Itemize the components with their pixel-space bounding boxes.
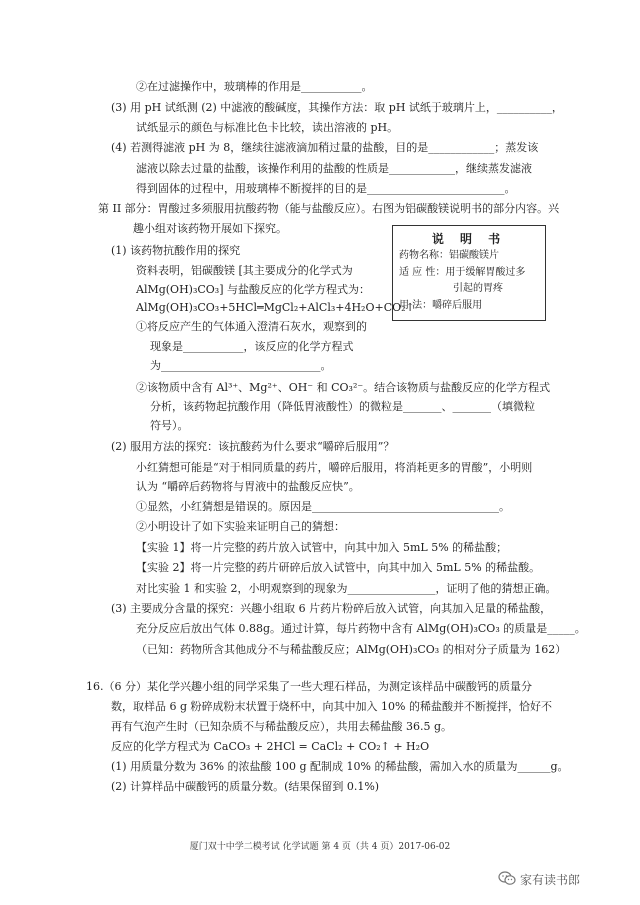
text-line-content: 小红猜想可能是“对于相同质量的药片，嚼碎后服用，将消耗更多的胃酸”，小明则 [136, 461, 533, 474]
text-line [136, 381, 550, 395]
text-line [111, 602, 551, 616]
text-line [136, 320, 367, 334]
text-line [136, 643, 566, 657]
equation [136, 301, 415, 315]
equation [111, 740, 429, 754]
text-line-content: (2) 服用方法的探究：该抗酸药为什么要求“嚼碎后服用”？ [111, 440, 395, 453]
text-line-content: 再有气泡产生时（已知杂质不与稀盐酸反应），共用去稀盐酸 36.5 g。 [111, 720, 453, 733]
instruction-row: 引起的胃疼 [453, 283, 503, 294]
text-line [111, 141, 538, 155]
instruction-row: 药物名称：铝碳酸镁片 [399, 250, 499, 261]
text-line [111, 244, 240, 258]
text-line [136, 264, 353, 278]
text-line [111, 780, 379, 794]
text-line-content: 现象是___________，该反应的化学方程式 [150, 340, 354, 353]
text-line-content: 16.（6 分）某化学兴趣小组的同学采集了一些大理石样品，为测定该样品中碳酸钙的质量分 [86, 680, 532, 693]
text-line-content: 对比实验 1 和实验 2，小明观察到的现象为________________，证明了他的猜想正确。 [136, 582, 557, 595]
text-line [136, 461, 532, 475]
text-line-content: AlMg(OH)₃CO₃] 与盐酸反应的化学方程式为： [136, 283, 371, 296]
text-line-content: 分析，该药物起抗酸作用（降低胃液酸性）的微粒是_______、_______（填微粒 [150, 400, 535, 413]
text-line-content: 为_____________________________。 [150, 359, 332, 372]
text-line-content: 趣小组对该药物开展如下探究。 [133, 222, 287, 235]
text-line [150, 400, 535, 414]
text-line-content: ②该物质中含有 Al³⁺、Mg²⁺、OH⁻ 和 CO₃²⁻。结合该物质与盐酸反应的化学方程式 [136, 381, 551, 394]
text-line-content: (3) 主要成分含量的探究：兴趣小组取 6 片药片粉碎后放入试管，向其加入足量的稀盐酸， [111, 602, 552, 615]
text-line-content: (2) 计算样品中碳酸钙的质量分数。(结果保留到 0.1%) [111, 780, 380, 793]
text-line-content: 数，取样品 6 g 粉碎成粉末状置于烧杯中，向其中加入 10% 的稀盐酸并不断搅拌，恰好不 [111, 700, 552, 713]
text-line-content: ①显然，小红猜想是错误的。原因是__________________________________。 [136, 500, 510, 513]
text-line [136, 561, 540, 575]
text-line [136, 582, 557, 596]
text-line-content: 第 II 部分：胃酸过多须服用抗酸药物（能与盐酸反应）。右图为铝碳酸镁说明书的部分内容。兴 [98, 202, 560, 215]
text-line [136, 182, 516, 196]
text-line [136, 500, 510, 514]
text-line-content: 充分反应后放出气体 0.88g。通过计算，每片药物中含有 AlMg(OH)₃CO₃ 的质量是_____。 [136, 622, 586, 635]
text-line [111, 760, 569, 774]
watermark-text: 家有读书郎 [520, 873, 581, 887]
text-line-content: ②小明设计了如下实验来证明自己的猜想： [136, 520, 345, 533]
text-line-content: 符号）。 [150, 419, 189, 432]
text-line-content: 资料表明，铝碳酸镁 [其主要成分的化学式为 [136, 264, 353, 277]
text-line-content: ①将反应产生的气体通入澄清石灰水，观察到的 [136, 320, 367, 333]
text-line [136, 480, 360, 494]
text-line [136, 541, 507, 555]
text-line [136, 520, 345, 534]
text-line [111, 700, 552, 714]
text-line [150, 359, 332, 373]
text-line-content: 认为 “嚼碎后药物将与胃液中的盐酸反应快”。 [136, 480, 360, 493]
text-line-content: 【实验 2】将一片完整的药片研碎后放入试管中，向其中加入 5mL 5% 的稀盐酸。 [136, 561, 541, 574]
text-line-content: 【实验 1】将一片完整的药片放入试管中，向其中加入 5mL 5% 的稀盐酸； [136, 541, 508, 554]
instruction-row: 用 法：嚼碎后服用 [399, 300, 483, 311]
instruction-box [392, 225, 546, 321]
text-line [111, 720, 452, 734]
text-line [150, 340, 354, 354]
text-line [136, 622, 586, 636]
text-line-content: 得到固体的过程中，用玻璃棒不断搅拌的目的是_________________________。 [136, 182, 516, 195]
page-footer: 厦门双十中学二模考试 化学试题 第 4 页（共 4 页）2017-06-02 [189, 842, 451, 852]
text-line [136, 283, 370, 297]
text-line [150, 419, 189, 433]
text-line-content: 滤液以除去过量的盐酸，该操作利用的盐酸的性质是____________，继续蒸发滤液 [136, 162, 532, 175]
text-line-content: (1) 该药物抗酸作用的探究 [111, 244, 241, 257]
text-line [111, 440, 394, 454]
text-line-content: ②在过滤操作中，玻璃棒的作用是___________。 [136, 80, 373, 93]
text-line [136, 162, 532, 176]
wechat-icon [498, 871, 516, 886]
section-heading [98, 202, 559, 216]
instruction-row: 适 应 性：用于缓解胃酸过多 [399, 267, 526, 278]
text-line-content: 试纸显示的颜色与标准比色卡比较，读出溶液的 pH。 [136, 121, 399, 134]
text-line-content: （已知：药物所含其他成分不与稀盐酸反应；AlMg(OH)₃CO₃ 的相对分子质量为 162） [136, 643, 567, 656]
text-line-content: (1) 用质量分数为 36% 的浓盐酸 100 g 配制成 10% 的稀盐酸，需加入水的质量为______g。 [111, 760, 569, 773]
text-line [133, 222, 287, 236]
text-line [111, 101, 563, 115]
text-line [136, 121, 398, 135]
text-line-content: AlMg(OH)₃CO₃+5HCl═MgCl₂+AlCl₃+4H₂O+CO₂↑ [136, 301, 415, 314]
text-line [136, 80, 373, 94]
text-line-content: (3) 用 pH 试纸测 (2) 中滤液的酸碱度，其操作方法：取 pH 试纸于玻璃片上，__________， [111, 101, 563, 114]
text-line-content: 反应的化学方程式为 CaCO₃ + 2HCl = CaCl₂ + CO₂↑ + H₂O [111, 740, 430, 753]
instruction-box-title: 说 明 书 [431, 232, 507, 246]
text-line-content: (4) 若测得滤液 pH 为 8，继续往滤液滴加稍过量的盐酸，目的是____________；蒸发该 [111, 141, 539, 154]
question-16 [86, 680, 532, 694]
